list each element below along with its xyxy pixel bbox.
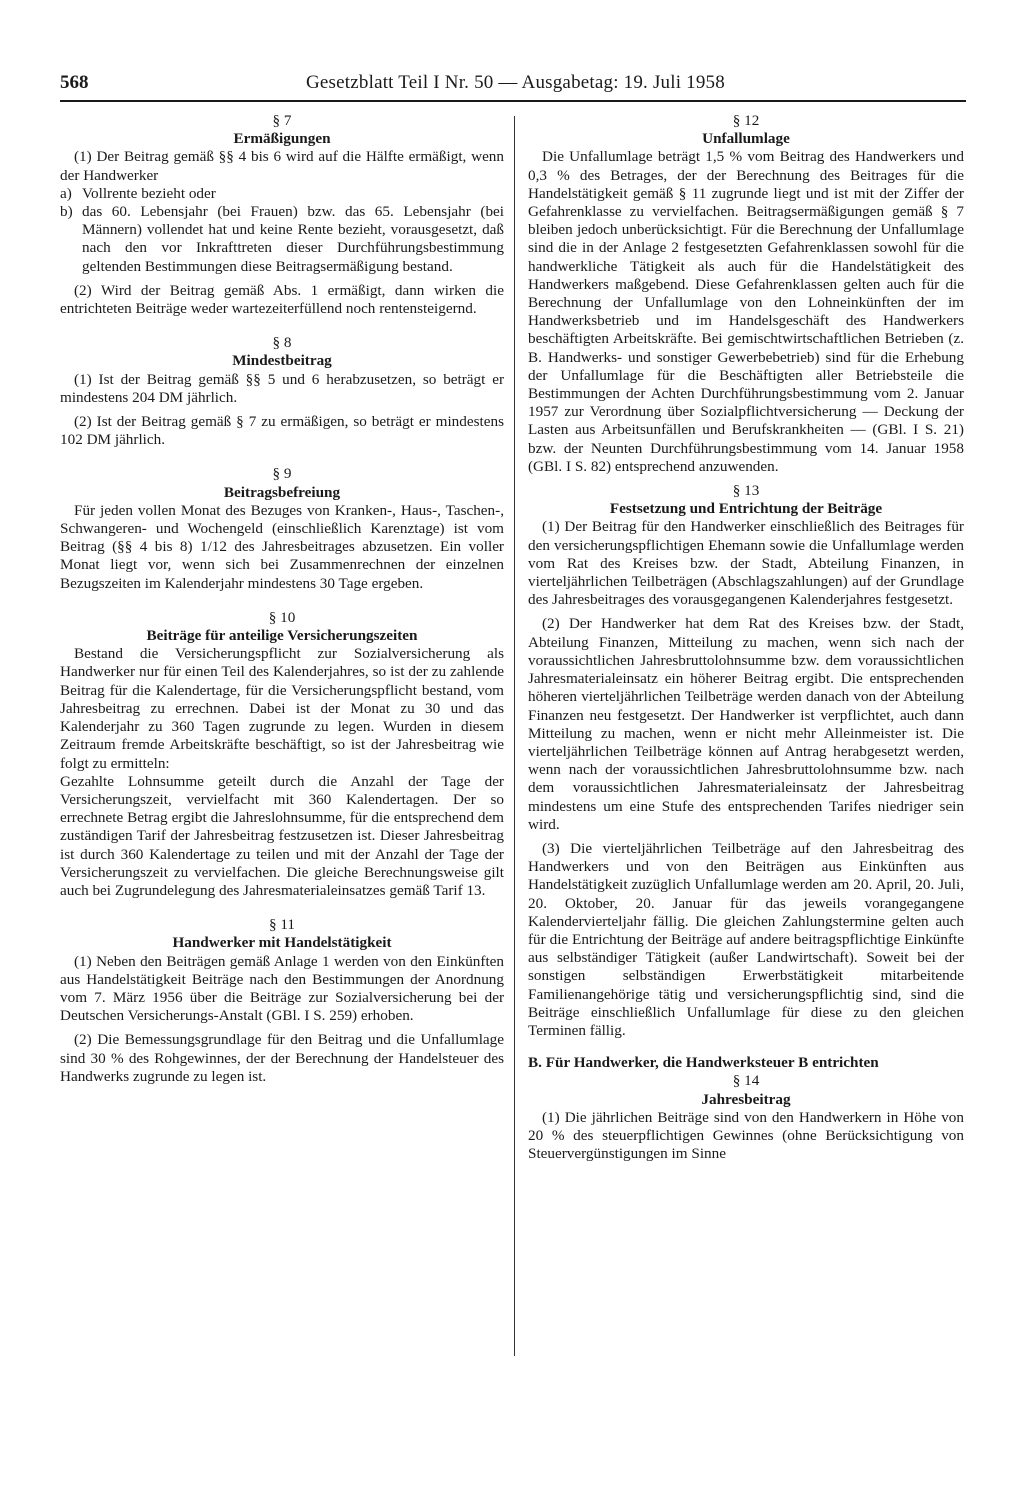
paragraph: Für jeden vollen Monat des Bezuges von Kranken-, Haus-, Taschen-, Schwangeren- und Wochengeld (einschließlich Karenztage) ist vom Beitrag (§§ 4 bis 8) 1/12 des Jahresbeitrages abzusetzen. Ein voller Monat liegt vor, wenn sich bei Zusammenrechnen der einzelnen Bezugszeiten im Kalenderjahr mindestens 30 Tage ergeben. — [60, 501, 504, 592]
list-label: b) — [60, 203, 73, 221]
paragraph: (1) Der Beitrag für den Handwerker einschließlich des Beitrages für den versicherungspflichtigen Ehemann sowie die Unfallumlage werden vom Rat des Kreises bzw. der Stadt, Abteilung Finanzen, in vierteljährlichen Teilbeträgen (Abschlagszahlungen) auf der Grundlage des Jahresbeitrages des vorausgegangenen Kalenderjahres festgesetzt. — [528, 518, 964, 609]
list-item — [60, 185, 504, 203]
paragraph: (2) Wird der Beitrag gemäß Abs. 1 ermäßigt, dann wirken die entrichteten Beiträge weder wartezeiterfüllend noch rentensteigernd. — [60, 281, 504, 318]
page-number: 568 — [60, 72, 89, 93]
paragraph: (1) Der Beitrag gemäß §§ 4 bis 6 wird auf die Hälfte ermäßigt, wenn der Handwerker — [60, 148, 504, 184]
column-divider — [514, 116, 515, 1356]
section-number: § 7 — [272, 112, 292, 129]
paragraph: (1) Die jährlichen Beiträge sind von den Handwerkern in Höhe von 20 % des steuerpflichtigen Gewinnes (ohne Berücksichtigung von Steuervergünstigungen im Sinne — [528, 1108, 964, 1163]
part-heading: B. Für Handwerker, die Handwerksteuer B entrichten — [528, 1054, 879, 1072]
section-title: Beiträge für anteilige Versicherungszeiten — [146, 627, 418, 645]
section-number: § 14 — [732, 1072, 760, 1090]
section-number: § 10 — [268, 608, 296, 626]
section-title: Handwerker mit Handelstätigkeit — [172, 934, 392, 952]
paragraph: Bestand die Versicherungspflicht zur Sozialversicherung als Handwerker nur für einen Teil des Kalenderjahres, so ist der zu zahlende Beitrag für die Kalendertage, für die Versicherungspflicht bestand, vom Jahresbeitrag zu errechnen. Dabei ist der Monat zu 30 und das Kalenderjahr zu 360 Tagen zugrunde zu legen. Wurden in diesem Zeitraum fremde Arbeitskräfte beschäftigt, so ist der Jahresbeitrag wie folgt zu ermitteln: — [60, 645, 504, 772]
left-column — [60, 112, 504, 1086]
section-title: Mindestbeitrag — [232, 352, 332, 370]
section-title: Ermäßigungen — [233, 130, 331, 148]
section-number: § 12 — [732, 112, 760, 129]
list-text: das 60. Lebensjahr (bei Frauen) bzw. das 65. Lebensjahr (bei Männern) vollendet hat und keine Rente bezieht, vorausgesetzt, daß nach den vor Inkrafttreten dieser Durchführungsbestimmung geltenden Bestimmungen diese Beitragsermäßigung bestand. — [82, 203, 504, 275]
list-label: a) — [60, 184, 72, 202]
section-title: Beitragsbefreiung — [223, 483, 341, 501]
section-number: § 9 — [272, 465, 292, 483]
paragraph: Die Unfallumlage beträgt 1,5 % vom Beitrag des Handwerkers und 0,3 % des Betrages, der der Berechnung des Beitrages für die Handelstätigkeit gemäß § 11 zugrunde liegt und ist mit der Ziffer der Gefahrenklasse zu vervielfachen. Beitragsermäßigungen gemäß § 7 bleiben jedoch unberücksichtigt. Für die Berechnung der Unfallumlage sind die in der Anlage 2 festgesetzten Gefahrenklassen sowohl für die handwerkliche Tätigkeit als auch für die Handelstätigkeit des Handwerkers maßgebend. Diese Gefahrenklassen gelten auch für die Berechnung der Unfallumlage von den Lohneinkünften der im Handwerksbetrieb und im Handelsgeschäft des Handwerkers beschäftigten Arbeitskräfte. Bei gemischtwirtschaftlichen Betrieben (z. B. Handwerks- und sonstiger Gewerbebetrieb) sind für die Erhebung der Unfallumlage für die Beschäftigten aller Betriebsteile die Bestimmungen der Achten Durchführungsbestimmung vom 2. Januar 1957 zur Verordnung über Sozialpflichtversicherung — Deckung der Lasten aus Arbeitsunfällen und Berufskrankheiten — (GBl. I S. 21) bzw. der Neunten Durchführungsbestimmung vom 14. Januar 1958 (GBl. I S. 82) entsprechend anzuwenden. — [528, 148, 964, 475]
paragraph: (2) Der Handwerker hat dem Rat des Kreises bzw. der Stadt, Abteilung Finanzen, Mitteilung zu machen, wenn sich nach der voraussichtlichen Jahresbruttolohnsumme bzw. dem voraussichtlichen Jahresmaterialeinsatz ein höherer Beitrag ergibt. Die entsprechenden höheren vierteljährlichen Teilbeträge werden danach von der Abteilung Finanzen neu festgesetzt. Der Handwerker ist verpflichtet, auch dann Mitteilung zu machen, wenn er nicht mehr Alleinmeister ist. Die vierteljährlichen Teilbeträge können auf Antrag herabgesetzt werden, wenn nach der voraussichtlichen Jahresbruttolohnsumme bzw. nach dem voraussichtlichen Jahresmaterialeinsatz der Jahresbeitrag mindestens um eine Stufe des entsprechenden Tarifes niedriger sein wird. — [528, 615, 964, 833]
section-title: Festsetzung und Entrichtung der Beiträge — [609, 500, 883, 518]
section-title: Unfallumlage — [702, 130, 790, 148]
paragraph: (2) Die Bemessungsgrundlage für den Beitrag und die Unfallumlage sind 30 % des Rohgewinnes, der der Berechnung der Handelsteuer des Handwerks zugrunde zu legen ist. — [60, 1031, 504, 1085]
running-title: Gesetzblatt Teil I Nr. 50 — Ausgabetag: 19. Juli 1958 — [306, 72, 725, 93]
paragraph: (3) Die vierteljährlichen Teilbeträge auf den Jahresbeitrag des Handwerkers und von den Beiträgen aus Einkünften aus Handelstätigkeit zuzüglich Unfallumlage werden am 20. April, 20. Juli, 20. Oktober, 20. Januar für das jeweils vorangegangene Kalendervierteljahr fällig. Die gleichen Zahlungstermine gelten auch für die Entrichtung der Beiträge auf andere beitragspflichtige Einkünfte aus selbständiger Tätigkeit (außer Landwirtschaft). Soweit bei der sonstigen selbständigen Erwerbstätigkeit mitarbeitende Familienangehörige tätig und versicherungspflichtig sind, sind die Beiträge einschließlich Unfallumlage für diese zu den gleichen Terminen fällig. — [528, 839, 964, 1039]
paragraph: (1) Neben den Beiträgen gemäß Anlage 1 werden von den Einkünften aus Handelstätigkeit Beiträge nach den Bestimmungen der Anordnung vom 7. März 1956 über die Beiträge zur Sozialversicherung bei der Deutschen Versicherungs-Anstalt (GBl. I S. 259) erhoben. — [60, 952, 504, 1025]
section-number: § 13 — [732, 482, 760, 500]
right-column — [528, 112, 964, 1163]
formula-paragraph: Gezahlte Lohnsumme geteilt durch die Anzahl der Tage der Versicherungszeit, vervielfacht mit 360 Kalendertagen. Der so errechnete Betrag ergibt die Jahreslohnsumme, für die entsprechend dem zuständigen Tarif der Jahresbeitrag festzusetzen ist. Dieser Jahresbeitrag ist durch 360 Kalendertage zu teilen und mit der Anzahl der Tage der Versicherungszeit zu vervielfachen. Die gleiche Berechnungsweise gilt auch bei Zugrundelegung des Jahresmaterialeinsatzes gemäß Tarif 13. — [60, 772, 504, 899]
paragraph: (2) Ist der Beitrag gemäß § 7 zu ermäßigen, so beträgt er mindestens 102 DM jährlich. — [60, 413, 504, 449]
list-item — [60, 203, 504, 276]
paragraph: (1) Ist der Beitrag gemäß §§ 5 und 6 herabzusetzen, so beträgt er mindestens 204 DM jährlich. — [60, 370, 504, 406]
header-rule — [60, 100, 966, 102]
page-header — [60, 72, 960, 94]
section-number: § 11 — [268, 916, 295, 934]
section-number: § 8 — [272, 334, 292, 352]
list-text: Vollrente bezieht oder — [82, 184, 216, 202]
section-title: Jahresbeitrag — [701, 1090, 791, 1108]
